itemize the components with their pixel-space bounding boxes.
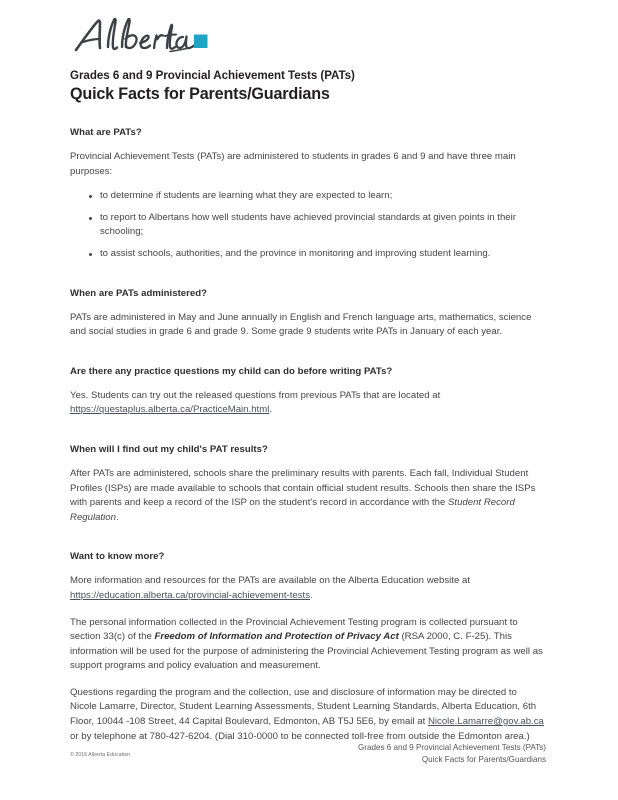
paragraph-practice-questions	[70, 389, 546, 418]
page-title-line2: Quick Facts for Parents/Guardians	[70, 85, 330, 103]
more-info-text-before: More information and resources for the PATs are available on the Alberta Education website at	[70, 575, 471, 587]
paragraph-what-are-pats-intro: Provincial Achievement Tests (PATs) are administered to students in grades 6 and 9 and have three main purposes:	[70, 151, 516, 177]
alberta-education-link[interactable]: https://education.alberta.ca/provincial-achievement-tests	[70, 589, 311, 601]
footer-copyright: © 2016 Alberta Education	[70, 752, 131, 758]
page-title-line1: Grades 6 and 9 Provincial Achievement Tests (PATs)	[70, 69, 355, 82]
alberta-wordmark-icon	[70, 14, 210, 60]
contact-email-link[interactable]: Nicole.Lamarre@gov.ab.ca	[427, 716, 544, 728]
paragraph-foip-notice	[70, 616, 546, 674]
heading-practice-questions: Are there any practice questions my child can do before writing PATs?	[70, 365, 393, 377]
heading-pat-results: When will I find out my child's PAT results?	[70, 443, 268, 455]
foip-text-before: The personal information collected in the Provincial Achievement Testing program is collected pursuant to section 33(c) of the	[70, 616, 518, 643]
student-record-regulation-reference: Student Record Regulation	[70, 497, 515, 523]
foip-text-after: (RSA 2000, C. F-25). This information will be used for the purpose of administering the Provincial Achievement Testing program as well as support programs and policy evaluation and measurement.	[70, 631, 543, 672]
footer-document-reference	[358, 742, 546, 765]
results-text-after: .	[115, 511, 119, 523]
results-text-before: After PATs are administered, schools share the preliminary results with parents. Each fall, Individual Student Profiles (ISPs) are made available to schools that contain official student results. Schools then share the ISPs with parents and keep a record of the ISP on the student's record in accordance with the	[70, 467, 536, 509]
footer-line2: Quick Facts for Parents/Guardians	[421, 754, 546, 764]
paragraph-more-info	[70, 574, 546, 603]
more-info-text-after: .	[310, 589, 313, 601]
heading-want-to-know-more: Want to know more?	[70, 551, 165, 563]
page-footer	[0, 742, 618, 776]
heading-what-are-pats: What are PATs?	[70, 127, 142, 138]
list-item: to assist schools, authorities, and the province in monitoring and improving student learning.	[70, 247, 546, 262]
list-pat-purposes	[70, 189, 546, 261]
footer-line1: Grades 6 and 9 Provincial Achievement Tests (PATs)	[357, 743, 546, 752]
list-item: to report to Albertans how well students have achieved provincial standards at given points in their schooling;	[70, 211, 546, 240]
practice-text-before: Yes. Students can try out the released questions from previous PATs that are located at	[70, 389, 441, 401]
alberta-accent-square	[194, 35, 208, 49]
questaplus-link[interactable]: https://questaplus.alberta.ca/PracticeMain.html	[70, 404, 270, 416]
practice-text-after: .	[269, 404, 273, 416]
contact-text-before: Questions regarding the program and the collection, use and disclosure of information may be directed to Nicole Lamarre, Director, Student Learning Assessments, Student Learning Standards, Alberta Education, 6th Floor, 10044 -108 Street, 44 Capital Boulevard, Edmonton, AB T5J 5E6, by email at	[70, 686, 537, 728]
foip-act-reference: Freedom of Information and Protection of Privacy Act	[154, 631, 399, 643]
alberta-logo	[70, 14, 210, 60]
document-content	[70, 68, 546, 744]
contact-text-after: or by telephone at 780-427-6204. (Dial 310-0000 to be connected toll-free from outside the Edmonton area.)	[70, 730, 530, 742]
list-item: to determine if students are learning what they are expected to learn;	[70, 189, 546, 204]
paragraph-contact-info	[70, 686, 546, 744]
paragraph-when-administered: PATs are administered in May and June annually in English and French language arts, mathematics, science and social studies in grade 6 and grade 9. Some grade 9 students write PATs in January of each year.	[70, 311, 532, 338]
heading-when-administered: When are PATs administered?	[70, 287, 208, 299]
paragraph-pat-results	[70, 467, 546, 525]
